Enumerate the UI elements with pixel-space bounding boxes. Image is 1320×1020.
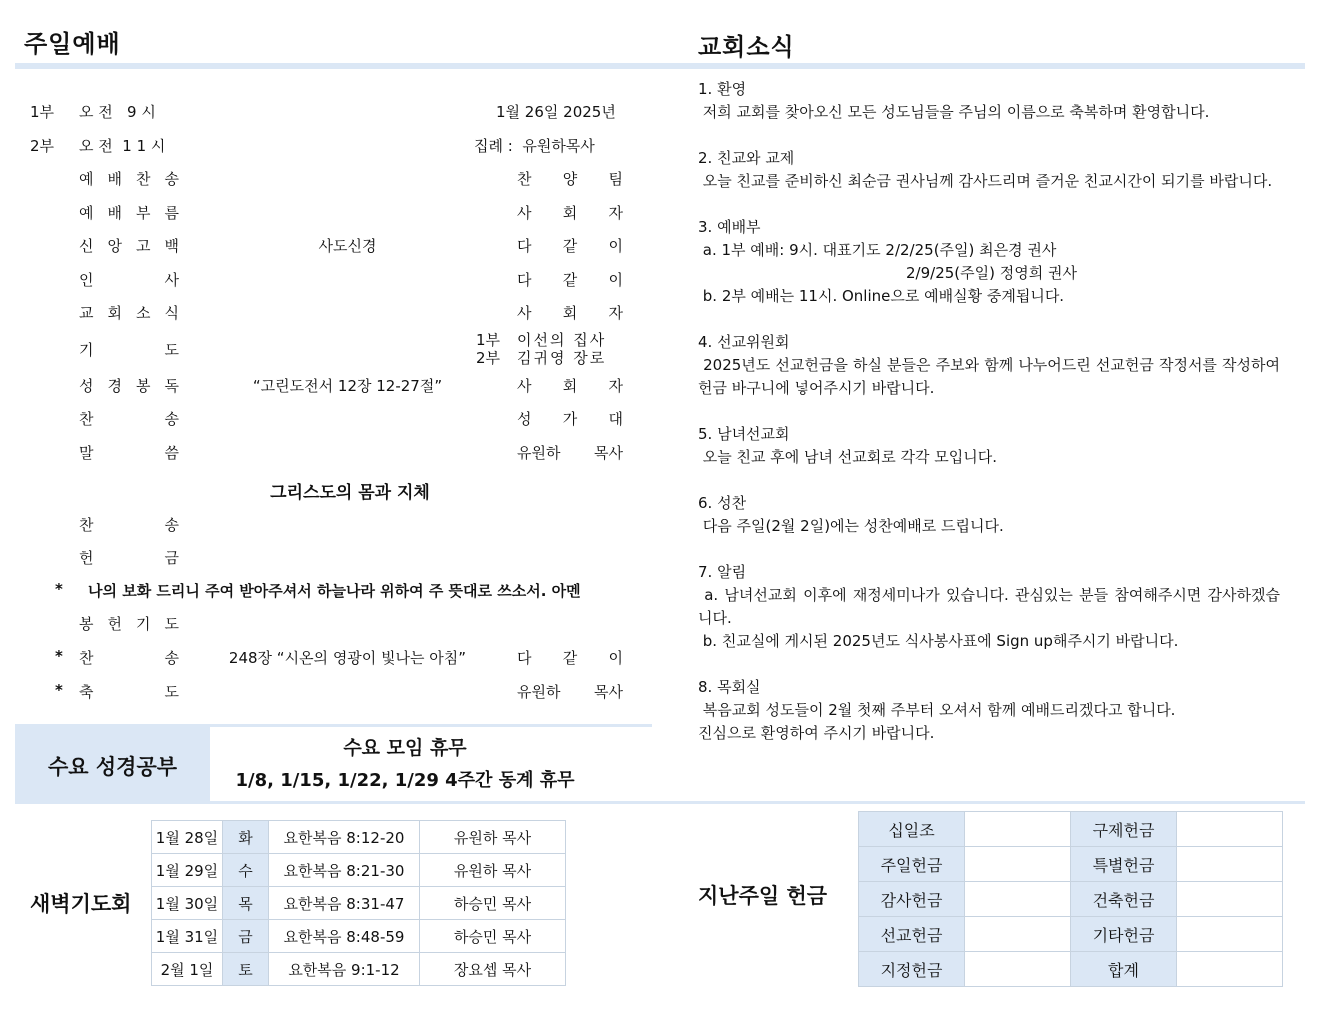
offering-category: 건축헌금	[1071, 882, 1177, 917]
service-part-2: 2부	[30, 137, 55, 155]
offering-row	[859, 847, 1283, 882]
dawn-text: 요한복음 8:12-20	[269, 821, 420, 854]
dawn-text: 요한복음 8:21-30	[269, 854, 420, 887]
offering-amount	[1177, 917, 1283, 952]
order-item: 찬 송	[79, 516, 179, 534]
offering-amount	[965, 952, 1071, 987]
header-divider	[15, 63, 1305, 69]
sermon-title: 그리스도의 몸과 지체	[270, 483, 430, 503]
news-item-text: 진심으로 환영하여 주시기 바랍니다.	[698, 724, 935, 742]
offering-row	[859, 917, 1283, 952]
dawn-preacher: 하승민 목사	[420, 920, 566, 953]
order-item: 축 도	[79, 683, 179, 701]
offering-amount	[965, 847, 1071, 882]
dawn-table	[151, 820, 566, 986]
dawn-day: 금	[223, 920, 269, 953]
news-item-text: 2/9/25(주일) 정영희 권사	[906, 264, 1077, 282]
offering-amount	[1177, 882, 1283, 917]
offering-category: 특별헌금	[1071, 847, 1177, 882]
news-item-title: 6. 성찬	[698, 494, 747, 512]
news-item-text: b. 2부 예배는 11시. Online으로 예배실황 중계됩니다.	[698, 287, 1065, 305]
offering-prayer-star: *	[55, 580, 63, 598]
order-person: 다 같 이	[517, 237, 623, 255]
order-item: 찬 송	[79, 649, 179, 667]
dawn-preacher: 하승민 목사	[420, 887, 566, 920]
news-list	[698, 78, 1285, 768]
dawn-row	[152, 854, 566, 887]
prayer-part-2: 2부	[476, 349, 501, 367]
offering-category: 지정헌금	[859, 952, 965, 987]
dawn-day: 목	[223, 887, 269, 920]
dawn-day: 수	[223, 854, 269, 887]
offering-table	[858, 811, 1283, 987]
service-part-1: 1부	[30, 103, 55, 121]
news-item-title: 5. 남녀선교회	[698, 425, 790, 443]
dawn-text: 요한복음 8:48-59	[269, 920, 420, 953]
offering-amount	[965, 812, 1071, 847]
offering-category: 감사헌금	[859, 882, 965, 917]
news-item	[698, 78, 1280, 124]
order-item: 예 배 부 름	[79, 204, 179, 222]
service-leader: 집례 : 유원하목사	[474, 137, 595, 155]
offering-category: 합계	[1071, 952, 1177, 987]
dawn-day: 화	[223, 821, 269, 854]
prayer-person-1: 이선의 집사	[517, 331, 607, 349]
order-person: 사 회 자	[517, 204, 623, 222]
order-person: 사 회 자	[517, 377, 623, 395]
star-marker: *	[55, 647, 63, 665]
prayer-part-1: 1부	[476, 331, 501, 349]
wednesday-line-2: 1/8, 1/15, 1/22, 1/29 4주간 동계 휴무	[235, 770, 575, 791]
order-detail: 248장 “시온의 영광이 빛나는 아침”	[228, 649, 467, 667]
dawn-text: 요한복음 8:31-47	[269, 887, 420, 920]
news-item-title: 8. 목회실	[698, 678, 761, 696]
order-person: 찬 양 팀	[517, 170, 623, 188]
dawn-row	[152, 920, 566, 953]
news-item-title: 7. 알림	[698, 563, 747, 581]
order-detail: 사도신경	[318, 237, 377, 255]
news-item-text: a. 남녀선교회 이후에 재정세미나가 있습니다. 관심있는 분들 참여해주시면 감사하겠습니다.	[698, 586, 1280, 627]
service-time-1: 오 전 9 시	[79, 103, 156, 121]
offering-prayer: 나의 보화 드리니 주여 받아주셔서 하늘나라 위하여 주 뜻대로 쓰소서. 아멘	[88, 582, 581, 600]
order-person: 유원하 목사	[517, 444, 623, 462]
service-time-2: 오 전 1 1 시	[79, 137, 166, 155]
offering-category: 십일조	[859, 812, 965, 847]
order-item: 찬 송	[79, 410, 179, 428]
worship-title: 주일예배	[24, 30, 121, 58]
service-date: 1월 26일 2025년	[496, 103, 616, 121]
order-item: 봉 헌 기 도	[79, 615, 179, 633]
offering-category: 선교헌금	[859, 917, 965, 952]
news-item	[698, 676, 1280, 745]
news-title: 교회소식	[698, 33, 795, 61]
dawn-day: 토	[223, 953, 269, 986]
news-item-text: 오늘 친교를 준비하신 최순금 권사님께 감사드리며 즐거운 친교시간이 되기를 바랍니다.	[698, 172, 1273, 190]
offering-amount	[965, 917, 1071, 952]
offering-label: 지난주일 헌금	[698, 884, 828, 908]
dawn-date: 2월 1일	[152, 953, 223, 986]
dawn-preacher: 유원하 목사	[420, 854, 566, 887]
offering-category: 주일헌금	[859, 847, 965, 882]
dawn-date: 1월 28일	[152, 821, 223, 854]
order-person: 사 회 자	[517, 304, 623, 322]
order-item: 헌 금	[79, 549, 179, 567]
offering-amount	[1177, 952, 1283, 987]
order-item: 교 회 소 식	[79, 304, 179, 322]
news-item-text: 복음교회 성도들이 2월 첫째 주부터 오셔서 함께 예배드리겠다고 합니다.	[698, 701, 1176, 719]
news-item-text: 오늘 친교 후에 남녀 선교회로 각각 모입니다.	[698, 448, 997, 466]
news-item	[698, 331, 1285, 400]
dawn-date: 1월 29일	[152, 854, 223, 887]
offering-row	[859, 882, 1283, 917]
order-item: 예 배 찬 송	[79, 170, 179, 188]
dawn-row	[152, 887, 566, 920]
news-item	[698, 492, 1280, 538]
dawn-label: 새벽기도회	[30, 892, 132, 916]
order-person: 다 같 이	[517, 649, 623, 667]
dawn-date: 1월 30일	[152, 887, 223, 920]
wednesday-line-1: 수요 모임 휴무	[343, 737, 467, 759]
news-item-text: 다음 주일(2월 2일)에는 성찬예배로 드립니다.	[698, 517, 1004, 535]
star-marker: *	[55, 681, 63, 699]
news-item	[698, 561, 1280, 653]
dawn-preacher: 유원하 목사	[420, 821, 566, 854]
news-item-text: a. 1부 예배: 9시. 대표기도 2/2/25(주일) 최은경 권사	[698, 241, 1057, 259]
order-person: 성 가 대	[517, 410, 623, 428]
news-item-title: 3. 예배부	[698, 218, 761, 236]
news-item	[698, 216, 1280, 308]
dawn-preacher: 장요셉 목사	[420, 953, 566, 986]
order-item: 성 경 봉 독	[79, 377, 179, 395]
news-item	[698, 147, 1280, 193]
news-item-text: 저희 교회를 찾아오신 모든 성도님들을 주님의 이름으로 축복하며 환영합니다.	[698, 103, 1210, 121]
offering-row	[859, 952, 1283, 987]
order-person: 다 같 이	[517, 271, 623, 289]
dawn-date: 1월 31일	[152, 920, 223, 953]
order-detail: “고린도전서 12장 12-27절”	[252, 377, 443, 395]
offering-category: 기타헌금	[1071, 917, 1177, 952]
news-item-title: 2. 친교와 교제	[698, 149, 795, 167]
offering-category: 구제헌금	[1071, 812, 1177, 847]
dawn-text: 요한복음 9:1-12	[269, 953, 420, 986]
order-item: 신 앙 고 백	[79, 237, 179, 255]
order-item: 말 씀	[79, 444, 179, 462]
bottom-divider	[15, 801, 1305, 804]
news-item-title: 1. 환영	[698, 80, 747, 98]
wednesday-box	[15, 724, 652, 804]
offering-row	[859, 812, 1283, 847]
order-person: 유원하 목사	[517, 683, 623, 701]
prayer-person-2: 김귀영 장로	[517, 349, 607, 367]
news-item	[698, 423, 1280, 469]
dawn-row	[152, 821, 566, 854]
order-item: 기 도	[79, 341, 179, 359]
offering-amount	[1177, 847, 1283, 882]
offering-amount	[1177, 812, 1283, 847]
dawn-row	[152, 953, 566, 986]
news-item-text: 2025년도 선교헌금을 하실 분들은 주보와 함께 나누어드린 선교헌금 작정서를 작성하여 헌금 바구니에 넣어주시기 바랍니다.	[698, 356, 1285, 397]
order-item: 인 사	[79, 271, 179, 289]
news-item-text: b. 친교실에 게시된 2025년도 식사봉사표에 Sign up해주시기 바랍니다.	[698, 632, 1179, 650]
offering-amount	[965, 882, 1071, 917]
wednesday-label: 수요 성경공부	[15, 727, 210, 804]
news-item-title: 4. 선교위원회	[698, 333, 790, 351]
